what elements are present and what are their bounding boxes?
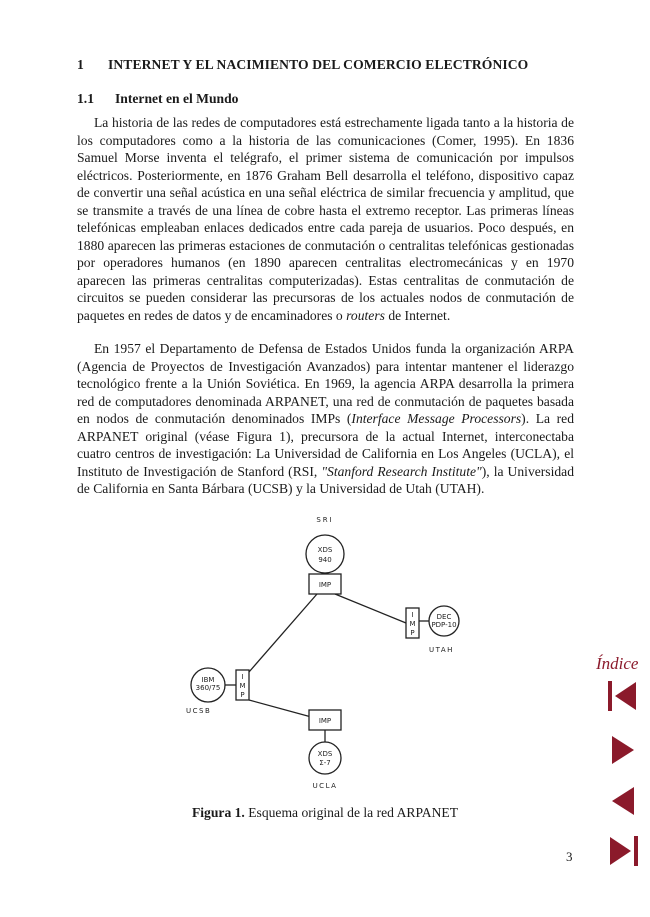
imp-label: IMP xyxy=(318,717,332,725)
host-label: XDS xyxy=(317,546,333,554)
host-label: 360/75 xyxy=(195,684,221,692)
paragraph-italic: Interface Message Processors xyxy=(351,411,522,426)
link-ucsb-ucla xyxy=(249,700,315,718)
next-page-icon xyxy=(606,733,640,767)
previous-page-icon xyxy=(606,784,640,818)
paragraph-text: En 1957 el Departamento de Defensa de Estados Unidos funda la organización ARPA (Agencia de Proyectos de Investigación Avanzados) para intentar mantener el liderazgo tecnológico frente a la Unión Soviética. En 1969, la agencia ARPA desarrolla la primera red de computadores denominada ARPANET, una red de conmutación de paquetes basada en nodos de conmutación denominados IMPs ( xyxy=(77,341,574,426)
paragraph-text: ). La red ARPANET original (véase Figura 1), precursora de la actual Internet, interconectaba cuatro centros de investigación: La Universidad de California en Los Angeles (UCLA), el Instituto de Investigación de Stanford (RSI, xyxy=(77,411,574,479)
section-title: INTERNET Y EL NACIMIENTO DEL COMERCIO ELECTRÓNICO xyxy=(108,57,529,72)
imp-label: M xyxy=(409,620,416,628)
paragraph-history xyxy=(77,114,574,324)
index-link[interactable]: Índice xyxy=(596,654,639,673)
caption-text: Esquema original de la red ARPANET xyxy=(244,805,459,820)
imp-label: M xyxy=(239,682,246,690)
arpanet-diagram xyxy=(180,512,460,797)
host-label: XDS xyxy=(317,750,333,758)
subsection-number: 1.1 xyxy=(77,91,94,106)
paragraph-text: de Internet. xyxy=(384,307,451,323)
last-page-icon xyxy=(606,834,640,868)
paragraph-arpanet xyxy=(77,340,574,498)
first-page-icon xyxy=(606,679,640,713)
first-page-button[interactable] xyxy=(606,679,640,713)
imp-label: P xyxy=(410,629,415,637)
imp-label: P xyxy=(240,691,245,699)
paragraph-italic: routers xyxy=(346,307,385,323)
host-label: IBM xyxy=(201,676,215,684)
host-ucla xyxy=(309,742,341,774)
subsection-title: Internet en el Mundo xyxy=(115,91,239,106)
caption-label: Figura 1. xyxy=(191,805,245,820)
link-sri-ucsb xyxy=(249,594,317,672)
site-label-ucsb: UCSB xyxy=(186,707,212,715)
previous-page-button[interactable] xyxy=(606,784,640,818)
host-sri xyxy=(306,535,344,573)
paragraph-text: ), la Universidad de California en Santa Bárbara (UCSB) y la Universidad de Utah (UTAH). xyxy=(77,463,574,496)
section-number: 1 xyxy=(77,57,84,72)
host-label: DEC xyxy=(436,613,452,621)
page-number: 3 xyxy=(566,849,573,864)
section-heading xyxy=(77,57,528,73)
site-label-utah: UTAH xyxy=(429,646,454,654)
next-page-button[interactable] xyxy=(606,733,640,767)
host-label: Σ-7 xyxy=(319,759,331,767)
host-label: PDP-10 xyxy=(431,621,457,629)
paragraph-italic: "Stanford Research Institute" xyxy=(321,463,482,479)
site-label-sri: SRI xyxy=(316,516,334,524)
host-label: 940 xyxy=(318,556,332,564)
last-page-button[interactable] xyxy=(606,834,640,868)
imp-label: I xyxy=(411,611,414,619)
imp-label: I xyxy=(241,673,244,681)
paragraph-text: La historia de las redes de computadores está estrechamente ligada tanto a la historia de los computadores como a la historia de las comunicaciones (Comer, 1995). En 1836 Samuel Morse inventa el telégrafo, el primer sistema de comunicación por impulsos eléctricos. Posteriormente, en 1876 Graham Bell desarrolla el teléfono, dispositivo capaz de convertir una señal acústica en una señal eléctrica de similar frecuencia y amplitud, que se transmite a través de una línea de cobre hasta el extremo receptor. Las primeras líneas telefónicas empleaban enlaces dedicados entre cada pareja de usuarios. Poco después, en 1880 aparecen las primeras estaciones de conmutación o centralitas telefónicas gestionadas por operadores humanos (en 1890 aparecen centralitas electromecánicas y en 1970 aparecen las primeras centralitas computerizadas). Estas centralitas de conmutación de circuitos se pueden considerar las precursoras de los actuales nodos de conmutación de paquetes en redes de datos y de encaminadores o xyxy=(77,115,574,323)
site-label-ucla: UCLA xyxy=(312,782,338,790)
imp-label: IMP xyxy=(318,581,332,589)
subsection-heading xyxy=(77,91,238,107)
figure-caption xyxy=(0,805,650,821)
link-sri-utah xyxy=(335,594,406,623)
